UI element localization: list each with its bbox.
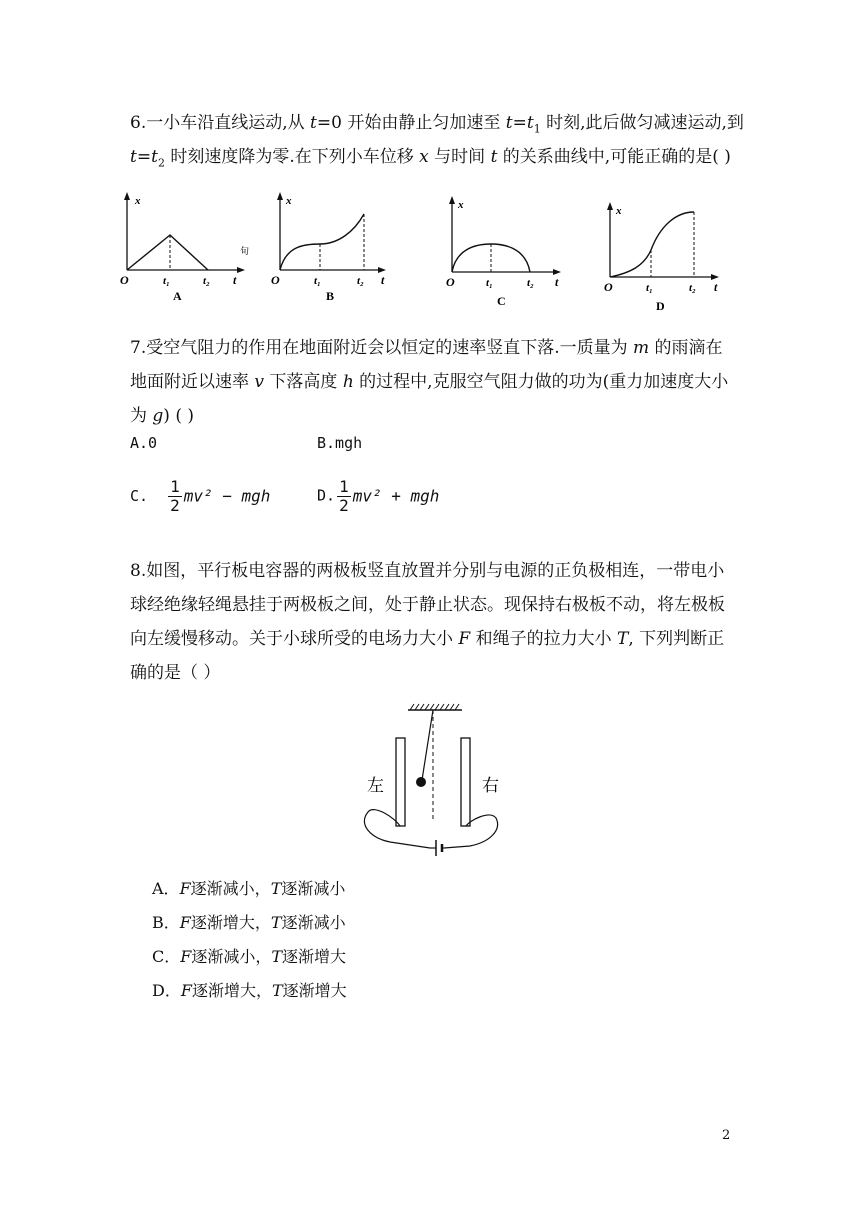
ceiling-hatch	[410, 704, 459, 710]
q8-line-4: 确的是（ ）	[130, 663, 221, 683]
q7-option-c-den: 2	[170, 495, 180, 515]
q7-line-1	[130, 338, 723, 358]
graph-a-curve	[127, 235, 208, 270]
graph-d-label: D	[656, 299, 665, 313]
graph-d-origin: O	[604, 280, 613, 294]
q7-option-d-expr: mv² + mgh	[352, 486, 440, 506]
q8-line-2: 球经绝缘轻绳悬挂于两极板之间，处于静止状态。现保持右极板不动，将左极板	[130, 595, 725, 615]
q7-option-d-fraction	[337, 478, 351, 514]
q6-t-var-3: t	[130, 147, 137, 167]
q8-option-c-letter: C．	[152, 947, 181, 966]
q6-text-1b: =0 开始由静止匀加速至	[316, 113, 506, 133]
graph-c-ylabel: x	[458, 199, 464, 211]
q8-option-c-f: F	[180, 947, 192, 966]
q7-v-var: v	[254, 372, 265, 392]
q7-option-c-expr: mv² − mgh	[183, 486, 271, 506]
q8-option-b-mid: 逐渐增大，	[190, 913, 271, 932]
graph-c-tick2: t₂	[527, 277, 534, 289]
q8-option-d-mid: 逐渐增大，	[191, 981, 272, 1000]
q6-line-1	[130, 113, 744, 136]
q6-x-var: x	[419, 147, 429, 167]
q7-option-c	[130, 478, 270, 514]
graph-b-label: B	[326, 289, 335, 303]
graph-c-origin: O	[446, 275, 455, 289]
q8-text-3c: , 下列判断正	[628, 629, 725, 649]
q8-T-var: T	[617, 629, 629, 649]
graph-c-tick1: t₁	[486, 277, 493, 289]
q7-text-1b: 的雨滴在	[649, 338, 723, 358]
capacitor-diagram	[350, 700, 520, 860]
q7-text-3a: 为	[130, 406, 153, 426]
graph-a-tick2: t₂	[203, 275, 210, 287]
q8-option-b-end: 逐渐减小	[281, 913, 346, 932]
right-label: 右	[482, 776, 499, 795]
q8-option-a-t: T	[270, 879, 282, 898]
q6-t-var-4: t	[490, 147, 498, 167]
q7-line-2	[130, 372, 728, 392]
q8-option-c	[152, 944, 346, 967]
q7-option-d-label: D.	[317, 486, 336, 505]
q8-option-b-f: F	[179, 913, 191, 932]
q7-option-a: A.0	[130, 434, 158, 452]
graph-a-label: A	[173, 289, 182, 303]
graph-c-label: C	[497, 294, 506, 308]
left-plate	[396, 738, 405, 826]
q8-option-d-f: F	[180, 981, 192, 1000]
q8-option-a	[152, 876, 345, 899]
q8-option-b	[152, 910, 346, 933]
graph-d-tick1: t₁	[646, 282, 653, 294]
q7-g-var: g	[152, 406, 164, 426]
graph-d-tick2: t₂	[689, 282, 696, 294]
q8-option-b-letter: B．	[152, 913, 180, 932]
q7-text-2b: 下落高度	[264, 372, 343, 392]
graph-b-tick1: t₁	[314, 275, 321, 287]
right-plate	[461, 738, 470, 826]
graph-d-xlabel: t	[714, 280, 718, 294]
graph-b-ylabel: x	[286, 195, 292, 207]
q7-line-3	[130, 406, 194, 426]
graph-b	[266, 188, 396, 306]
page-number: 2	[722, 1128, 731, 1143]
q6-t1-var: t	[526, 113, 534, 133]
q7-text-2a: 地面附近以速率	[130, 372, 255, 392]
q7-text-3b: ) ( )	[163, 406, 195, 426]
q8-text-3a: 向左缓慢移动。关于小球所受的电场力大小	[130, 629, 459, 649]
q8-option-d-end: 逐渐增大	[282, 981, 347, 1000]
q6-t1-sub: 1	[533, 122, 541, 136]
q8-option-c-end: 逐渐增大	[282, 947, 347, 966]
q6-t-var-2: t	[505, 113, 513, 133]
q8-option-d	[152, 978, 347, 1001]
q7-option-c-fraction	[168, 478, 182, 514]
q6-text-2b: 时刻速度降为零.在下列小车位移	[164, 147, 420, 167]
charged-ball	[416, 777, 426, 787]
graph-a-ylabel: x	[135, 195, 141, 207]
q8-option-c-mid: 逐渐减小，	[191, 947, 272, 966]
graph-d-curve	[610, 212, 694, 277]
q8-option-a-f: F	[179, 879, 191, 898]
q8-line-3	[130, 629, 724, 649]
q7-option-d-num: 1	[339, 477, 349, 496]
q6-t-var: t	[310, 113, 317, 133]
q8-option-b-t: T	[270, 913, 282, 932]
q8-option-d-t: T	[271, 981, 283, 1000]
q6-text-2a: =	[136, 147, 152, 167]
q8-line-1: 8.如图，平行板电容器的两极板竖直放置并分别与电源的正负极相连，一带电小	[130, 561, 725, 581]
q7-option-d-den: 2	[339, 495, 349, 515]
left-label: 左	[367, 776, 384, 795]
q8-text-3b: 和绳子的拉力大小	[470, 629, 618, 649]
graph-d	[596, 200, 731, 316]
graph-b-origin: O	[271, 273, 280, 287]
q6-t2-var: t	[151, 147, 158, 167]
left-wire	[364, 810, 430, 848]
q7-option-c-label: C.	[130, 486, 149, 505]
q8-option-a-end: 逐渐减小	[281, 879, 346, 898]
q7-option-c-num: 1	[170, 477, 180, 496]
q6-text-2c: 与时间	[428, 147, 491, 167]
graph-b-tick2: t₂	[357, 275, 364, 287]
right-wire	[444, 815, 498, 848]
graph-a-xlabel: t	[233, 273, 237, 287]
q7-option-d	[317, 478, 439, 514]
graph-a	[115, 188, 255, 306]
q6-text-1a: 6.一小车沿直线运动,从	[130, 113, 311, 133]
q6-text-2d: 的关系曲线中,可能正确的是( )	[497, 147, 731, 167]
q8-option-c-t: T	[271, 947, 283, 966]
q6-t2-sub: 2	[157, 156, 165, 170]
q7-option-b: B.mgh	[317, 434, 363, 452]
graph-d-ylabel: x	[616, 205, 622, 217]
q8-option-a-letter: A．	[152, 879, 180, 898]
q8-F-var: F	[458, 629, 471, 649]
q6-text-1d: 时刻,此后做匀减速运动,到	[540, 113, 744, 133]
graph-b-xlabel: t	[381, 273, 385, 287]
q8-option-d-letter: D．	[152, 981, 181, 1000]
q6-line-2	[130, 147, 731, 170]
q7-m-var: m	[633, 338, 650, 358]
graph-c-xlabel: t	[555, 275, 559, 289]
q8-option-a-mid: 逐渐减小，	[190, 879, 271, 898]
q6-text-1c: =	[512, 113, 527, 133]
graph-b-curve	[280, 214, 364, 270]
graph-c	[438, 192, 573, 312]
graph-a-origin: O	[120, 273, 129, 287]
q7-text-1a: 7.受空气阻力的作用在地面附近会以恒定的速率竖直下落.一质量为	[130, 338, 634, 358]
graph-a-stray-mark: 旬	[240, 246, 250, 256]
graph-a-tick1: t₁	[163, 275, 170, 287]
q7-h-var: h	[342, 372, 354, 392]
graph-c-curve	[452, 244, 530, 272]
string	[422, 710, 433, 780]
q7-text-2c: 的过程中,克服空气阻力做的功为(重力加速度大小	[353, 372, 729, 392]
